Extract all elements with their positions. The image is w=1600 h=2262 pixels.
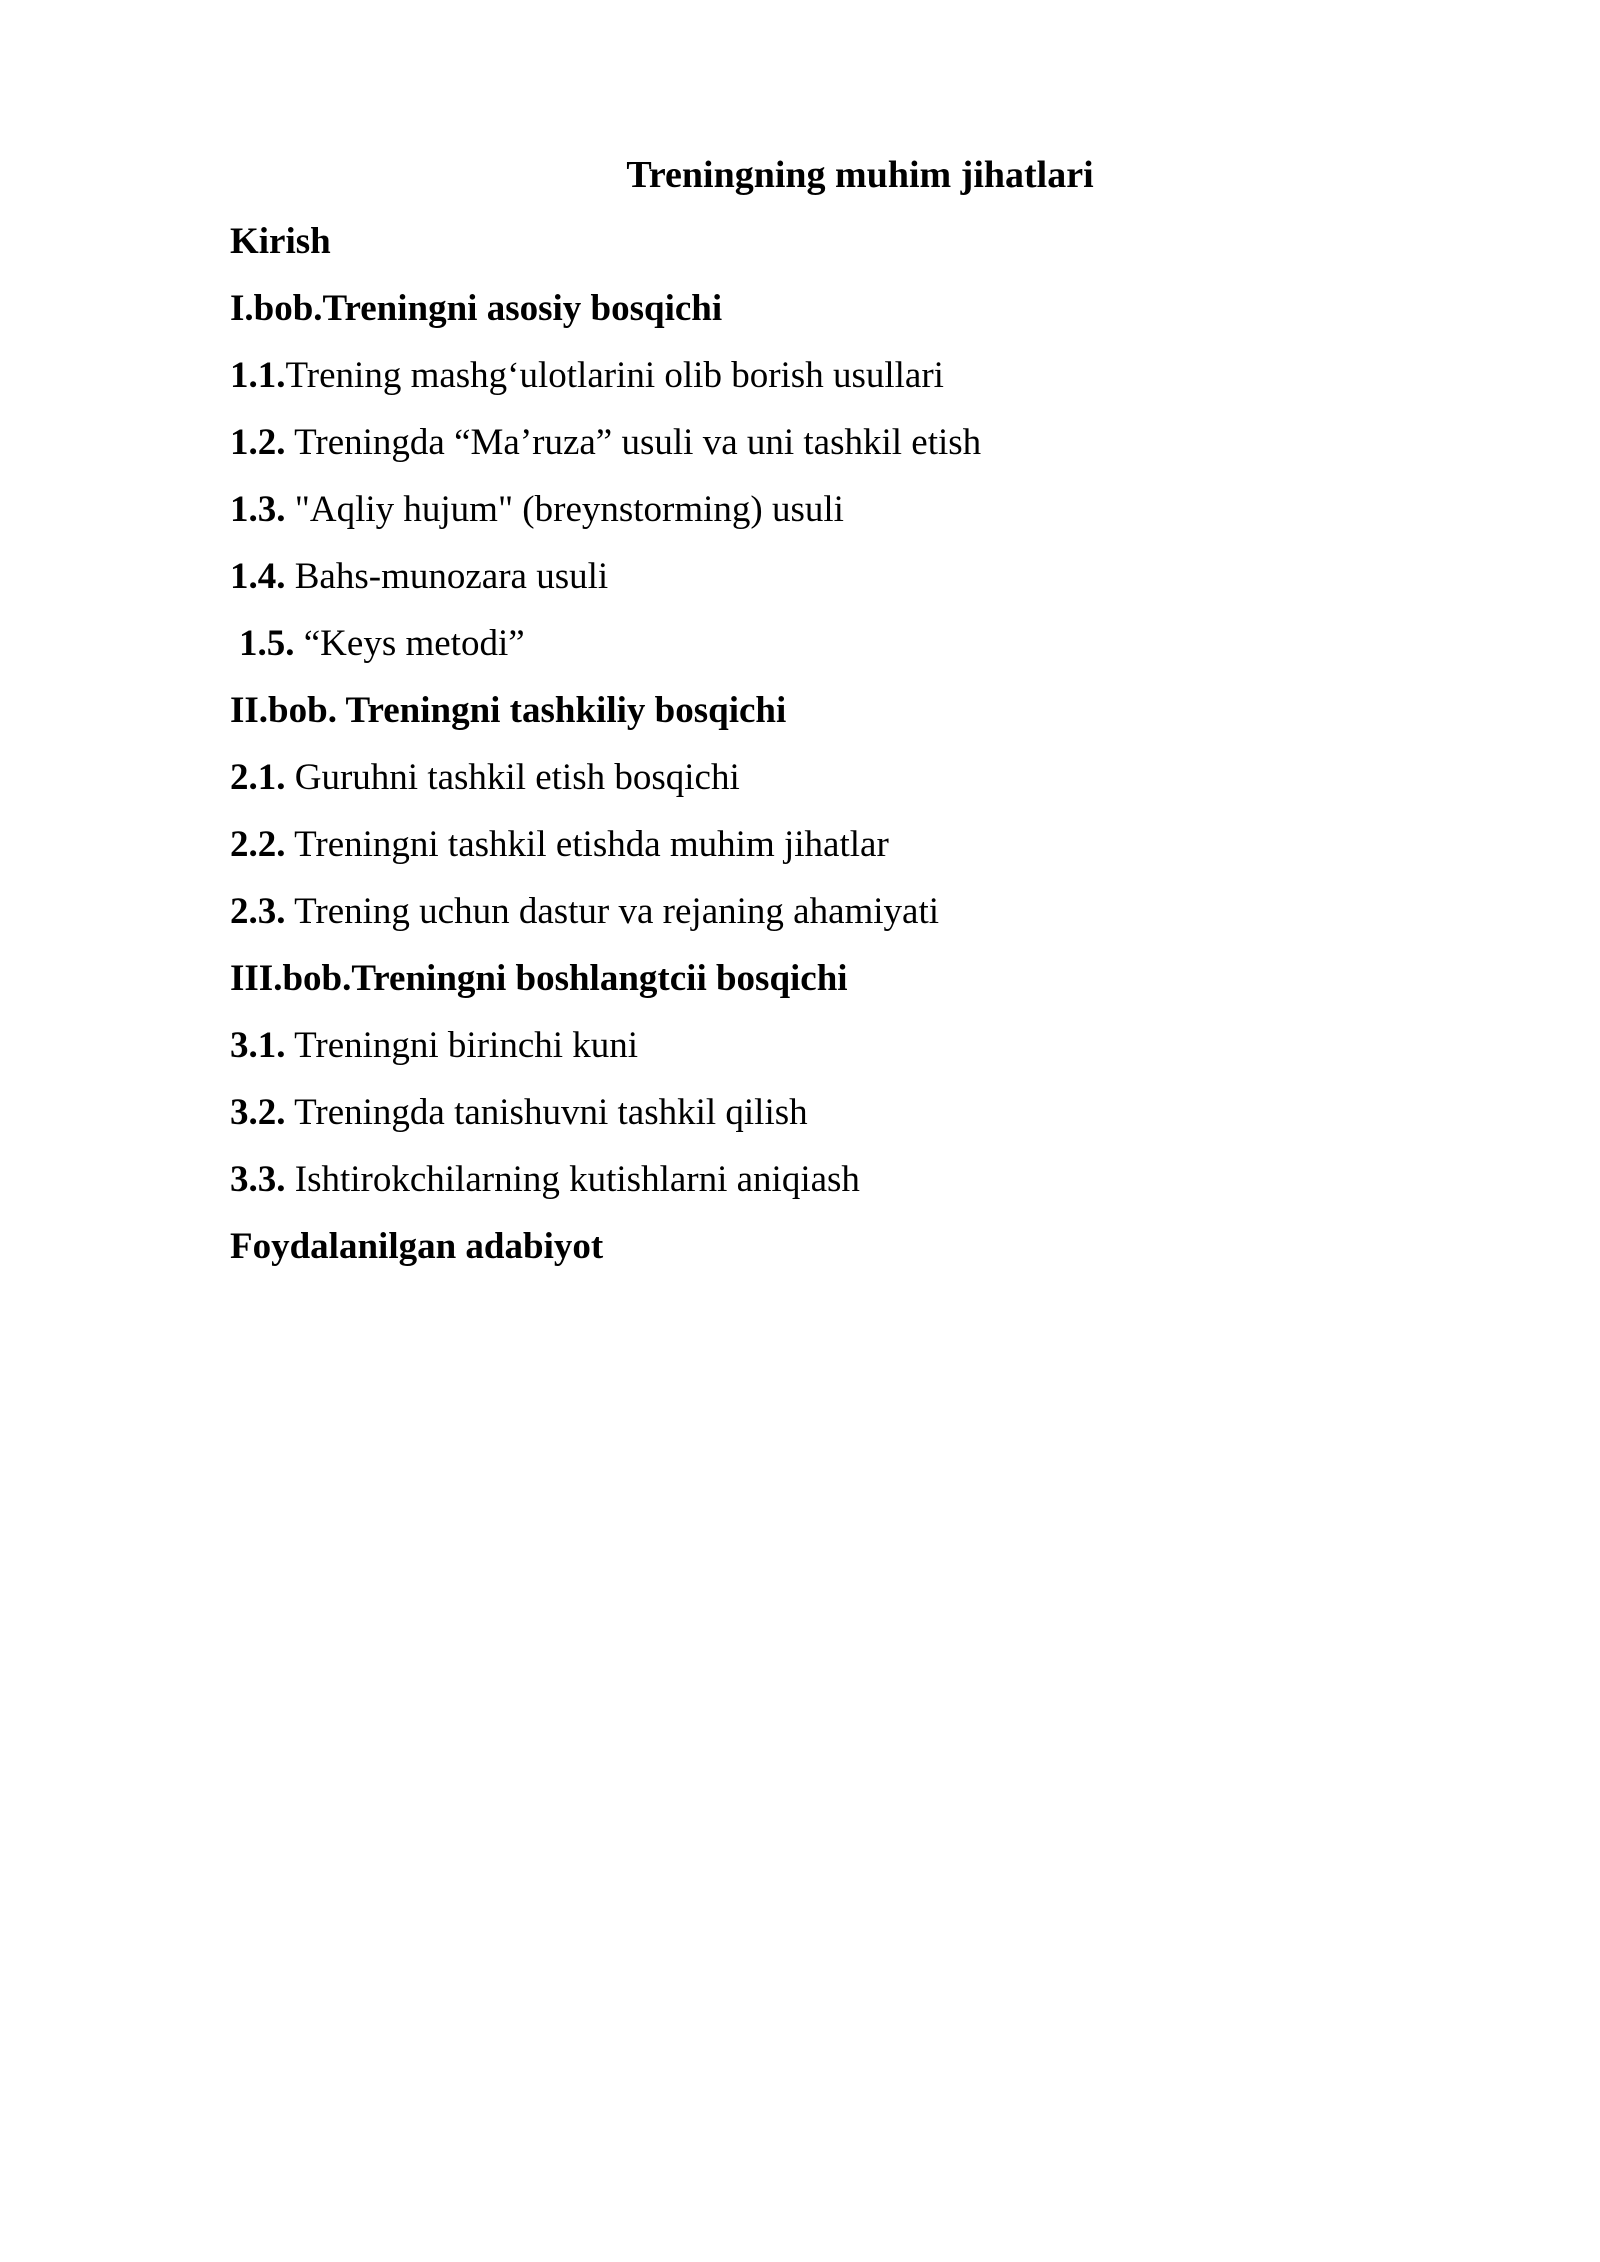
toc-item-text: Ishtirokchilarning kutishlarni aniqiash — [285, 1159, 860, 1200]
toc-item-3-2 — [230, 1086, 1430, 1153]
toc-item-number: 2.1. — [230, 757, 286, 798]
toc-heading-references — [230, 1220, 1430, 1287]
toc-heading-chapter-2 — [230, 684, 1430, 751]
toc-item-2-2 — [230, 818, 1430, 885]
toc-item-text: Guruhni tashkil etish bosqichi — [285, 757, 740, 798]
toc-heading-text: Foydalanilgan adabiyot — [230, 1226, 604, 1267]
toc-item-text: Bahs-munozara usuli — [285, 556, 609, 597]
toc-item-1-5 — [230, 617, 1430, 684]
table-of-contents — [230, 215, 1430, 1287]
toc-heading-text: I.bob.Treningni asosiy bosqichi — [230, 288, 723, 329]
toc-item-1-1 — [230, 349, 1430, 416]
toc-heading-chapter-1 — [230, 282, 1430, 349]
document-title: Treningning muhim jihatlari — [626, 154, 1094, 196]
toc-item-number: 1.4. — [230, 556, 286, 597]
toc-item-number: 1.3. — [230, 489, 286, 530]
toc-item-text: “Keys metodi” — [294, 623, 525, 664]
toc-item-text: Treningni birinchi kuni — [285, 1025, 639, 1066]
toc-item-text: Trening mashg‘ulotlarini olib borish usullari — [285, 355, 944, 396]
toc-heading-text: II.bob. Treningni tashkiliy bosqichi — [230, 690, 787, 731]
toc-item-3-1 — [230, 1019, 1430, 1086]
toc-item-3-3 — [230, 1153, 1430, 1220]
toc-item-number: 1.5. — [239, 623, 295, 664]
toc-heading-introduction — [230, 215, 1430, 282]
toc-heading-text: III.bob.Treningni boshlangtcii bosqichi — [230, 958, 848, 999]
toc-item-text: "Aqliy hujum" (breynstorming) usuli — [285, 489, 844, 530]
toc-item-2-1 — [230, 751, 1430, 818]
toc-heading-chapter-3 — [230, 952, 1430, 1019]
toc-item-number: 1.1. — [230, 355, 286, 396]
toc-item-number: 3.3. — [230, 1159, 286, 1200]
toc-item-number: 3.1. — [230, 1025, 286, 1066]
toc-item-number: 2.2. — [230, 824, 286, 865]
toc-item-2-3 — [230, 885, 1430, 952]
toc-item-1-3 — [230, 483, 1430, 550]
toc-item-number: 3.2. — [230, 1092, 286, 1133]
toc-item-number: 2.3. — [230, 891, 286, 932]
toc-item-1-2 — [230, 416, 1430, 483]
toc-item-number: 1.2. — [230, 422, 286, 463]
toc-item-text: Trening uchun dastur va rejaning ahamiyati — [285, 891, 940, 932]
toc-heading-text: Kirish — [230, 221, 331, 262]
toc-item-text: Treningda tanishuvni tashkil qilish — [285, 1092, 808, 1133]
toc-item-1-4 — [230, 550, 1430, 617]
toc-item-text: Treningni tashkil etishda muhim jihatlar — [285, 824, 889, 865]
toc-item-text: Treningda “Ma’ruza” usuli va uni tashkil etish — [285, 422, 982, 463]
